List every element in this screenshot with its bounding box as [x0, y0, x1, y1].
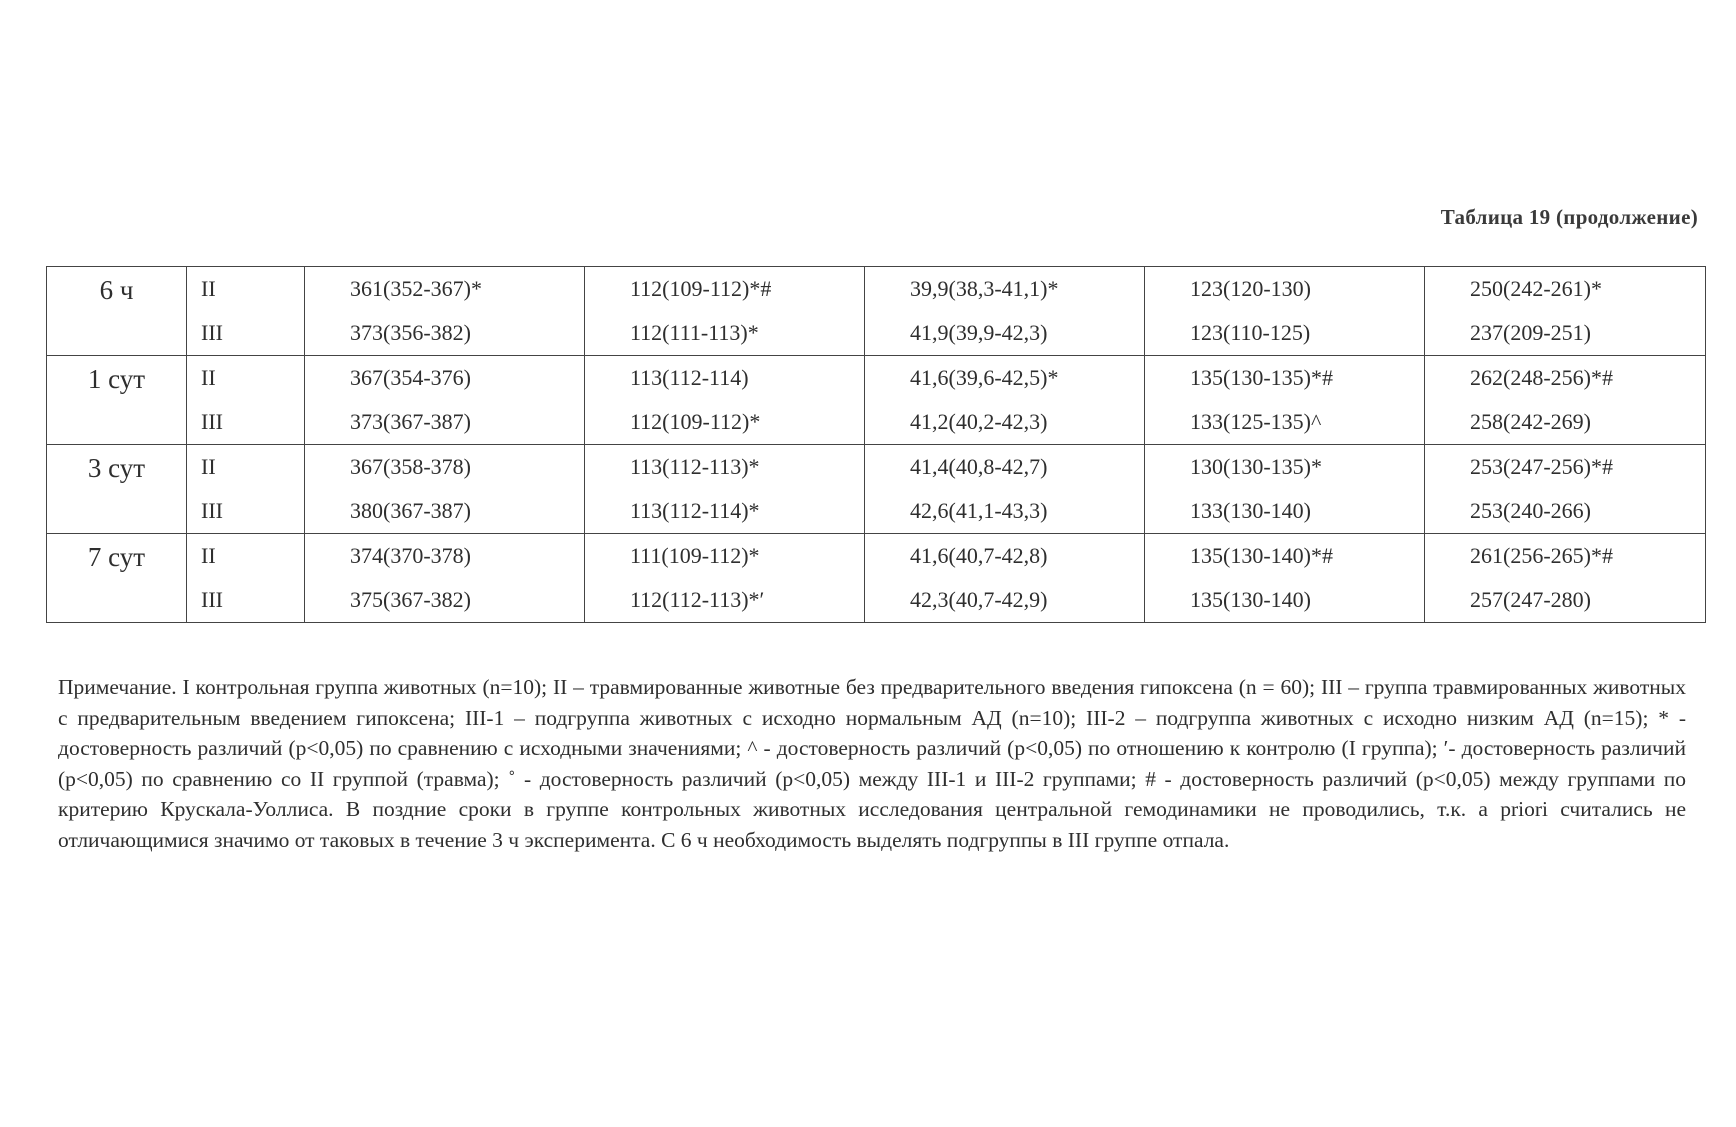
table-cell: 133(130-140) [1190, 498, 1311, 523]
table-row [47, 356, 1706, 445]
table-cell: 380(367-387) [350, 498, 471, 523]
table-cell: 41,6(40,7-42,8) [910, 543, 1048, 568]
table-cell: 42,6(41,1-43,3) [910, 498, 1048, 523]
table-note: Примечание. I контрольная группа животных (n=10); II – травмированные животные без предварительного введения гипоксена (n = 60); III – группа травмированных животных с предварительным введением гипоксена; III-1 – подгруппа животных с исходно нормальным АД (n=10); III-2 – подгруппа животных с исходно низким АД (n=15); * - достоверность различий (р<0,05) по сравнению с исходными значениями; ^ - достоверность различий (р<0,05) по отношению к контролю (I группа); ′- достоверность различий (р<0,05) по сравнению со II группой (травма); ˚ - достоверность различий (р<0,05) между III-1 и III-2 группами; # - достоверность различий (р<0,05) между группами по критерию Крускала-Уоллиса. В поздние сроки в группе контрольных животных исследования центральной гемодинамики не проводились, т.к. a priori считались не отличающимися значимо от таковых в течение 3 ч эксперимента. С 6 ч необходимость выделять подгруппы в III группе отпала. [58, 675, 1686, 852]
table-row [47, 534, 1706, 623]
table-cell: 41,2(40,2-42,3) [910, 409, 1048, 434]
table-cell: 41,4(40,8-42,7) [910, 454, 1048, 479]
table-cell: 112(111-113)* [630, 320, 759, 345]
period-label: 1 сут [87, 364, 146, 394]
table-cell: 130(130-135)* [1190, 454, 1322, 479]
table-cell: 253(247-256)*# [1470, 454, 1613, 479]
table-cell: 112(109-112)* [630, 409, 761, 434]
group-label: III [201, 409, 223, 434]
table-cell: 373(356-382) [350, 320, 471, 345]
table-row [47, 267, 1706, 356]
group-label: II [201, 543, 216, 568]
table-cell: 367(354-376) [350, 365, 471, 390]
group-label: III [201, 587, 223, 612]
table-cell: 112(109-112)*# [630, 276, 772, 301]
table-cell: 42,3(40,7-42,9) [910, 587, 1048, 612]
table-cell: 237(209-251) [1470, 320, 1591, 345]
group-label: II [201, 454, 216, 479]
group-label: III [201, 498, 223, 523]
table-cell: 123(120-130) [1190, 276, 1311, 301]
table-cell: 135(130-140)*# [1190, 543, 1333, 568]
table-cell: 257(247-280) [1470, 587, 1591, 612]
table-cell: 373(367-387) [350, 409, 471, 434]
table-cell: 262(248-256)*# [1470, 365, 1613, 390]
table-cell: 41,6(39,6-42,5)* [910, 365, 1059, 390]
table-cell: 111(109-112)* [630, 543, 760, 568]
table-cell: 112(112-113)*′ [630, 587, 765, 612]
group-label: III [201, 320, 223, 345]
data-table [46, 266, 1706, 623]
table-cell: 375(367-382) [350, 587, 471, 612]
table-cell: 39,9(38,3-41,1)* [910, 276, 1059, 301]
table-caption: Таблица 19 (продолжение) [1440, 205, 1698, 229]
table-cell: 41,9(39,9-42,3) [910, 320, 1048, 345]
period-label: 7 сут [87, 542, 146, 572]
table-row [47, 445, 1706, 534]
table-cell: 261(256-265)*# [1470, 543, 1613, 568]
table-cell: 113(112-114) [630, 365, 749, 390]
table-cell: 258(242-269) [1470, 409, 1591, 434]
table-cell: 133(125-135)^ [1190, 409, 1322, 434]
table-cell: 361(352-367)* [350, 276, 482, 301]
table-cell: 113(112-113)* [630, 454, 760, 479]
table-cell: 367(358-378) [350, 454, 471, 479]
table-cell: 123(110-125) [1190, 320, 1311, 345]
table-cell: 135(130-135)*# [1190, 365, 1333, 390]
group-label: II [201, 276, 216, 301]
table-cell: 113(112-114)* [630, 498, 760, 523]
table-cell: 250(242-261)* [1470, 276, 1602, 301]
table-cell: 135(130-140) [1190, 587, 1311, 612]
group-label: II [201, 365, 216, 390]
table-cell: 374(370-378) [350, 543, 471, 568]
period-label: 6 ч [99, 275, 134, 305]
period-label: 3 сут [87, 453, 146, 483]
table-cell: 253(240-266) [1470, 498, 1591, 523]
